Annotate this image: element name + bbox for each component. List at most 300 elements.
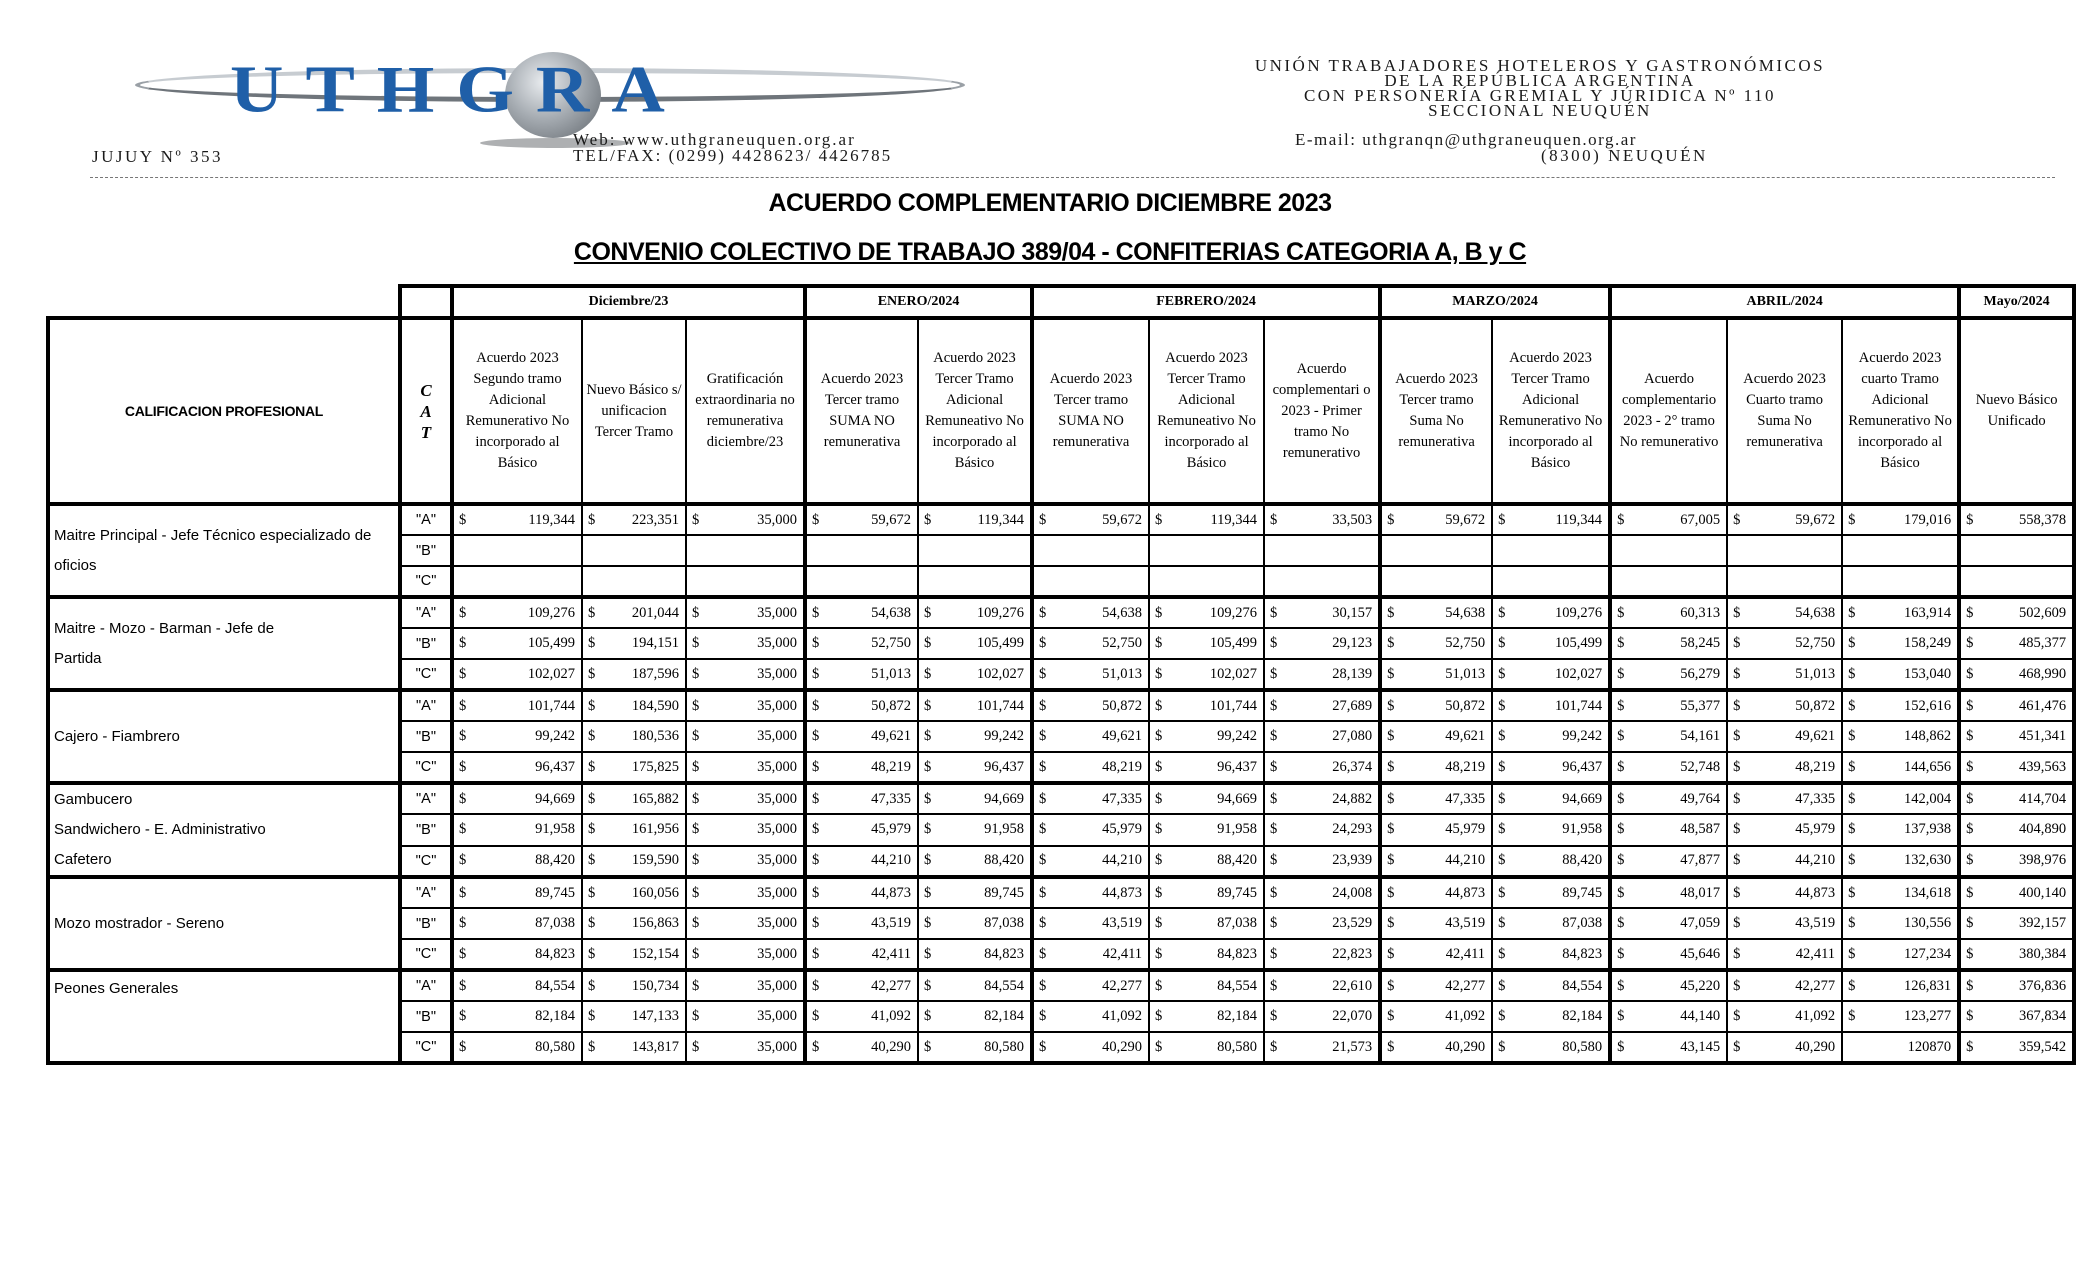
currency-symbol: $ xyxy=(924,1038,932,1055)
currency-symbol: $ xyxy=(1387,915,1395,931)
currency-symbol: $ xyxy=(1498,728,1506,744)
month-header: ENERO/2024 xyxy=(805,286,1032,318)
category-cell: "C" xyxy=(400,659,452,690)
amount-cell xyxy=(1149,690,1264,721)
currency-symbol: $ xyxy=(1155,915,1163,931)
amount-value: 27,080 xyxy=(1332,728,1373,744)
amount-value: 119,344 xyxy=(977,511,1025,528)
amount-cell xyxy=(1380,1032,1492,1063)
amount-cell xyxy=(1149,752,1264,783)
currency-symbol: $ xyxy=(1498,915,1506,931)
amount-cell xyxy=(1264,690,1380,721)
currency-symbol: $ xyxy=(1155,697,1163,714)
amount-cell xyxy=(1264,846,1380,877)
currency-symbol: $ xyxy=(1387,852,1395,869)
amount-value: 89,745 xyxy=(1562,884,1603,901)
currency-symbol: $ xyxy=(1155,1008,1163,1024)
currency-symbol: $ xyxy=(1733,1038,1741,1055)
currency-symbol: $ xyxy=(812,635,820,651)
amount-value: 109,276 xyxy=(1554,604,1603,621)
amount-value: 160,056 xyxy=(631,884,679,901)
amount-cell xyxy=(1842,752,1959,783)
amount-cell xyxy=(1959,846,2074,877)
web-and-phone xyxy=(573,132,892,164)
currency-symbol: $ xyxy=(1966,697,1974,714)
amount-cell xyxy=(1492,628,1610,659)
currency-symbol: $ xyxy=(1155,604,1163,621)
amount-cell xyxy=(1610,814,1727,845)
amount-cell xyxy=(582,939,686,970)
currency-symbol: $ xyxy=(812,604,820,621)
amount-cell xyxy=(1842,1001,1959,1032)
amount-value: 48,587 xyxy=(1680,821,1721,838)
amount-value: 35,000 xyxy=(757,665,798,682)
amount-value: 35,000 xyxy=(757,635,798,651)
currency-symbol: $ xyxy=(588,1008,596,1024)
cat-header-letter: T xyxy=(420,422,432,442)
amount-cell xyxy=(1380,939,1492,970)
amount-cell xyxy=(1842,970,1959,1001)
amount-cell xyxy=(1032,628,1149,659)
amount-cell xyxy=(1380,783,1492,814)
currency-symbol: $ xyxy=(1966,728,1974,744)
amount-cell xyxy=(1380,721,1492,752)
amount-cell xyxy=(686,535,805,566)
amount-cell xyxy=(1264,597,1380,628)
amount-value: 59,672 xyxy=(1445,511,1486,528)
amount-cell xyxy=(1842,939,1959,970)
amount-cell xyxy=(1264,504,1380,535)
currency-symbol: $ xyxy=(1848,790,1856,807)
amount-cell xyxy=(1032,752,1149,783)
currency-symbol: $ xyxy=(1733,697,1741,714)
amount-cell xyxy=(452,597,582,628)
currency-symbol: $ xyxy=(1966,665,1974,682)
currency-symbol: $ xyxy=(692,728,700,744)
amount-value: 35,000 xyxy=(757,821,798,838)
amount-cell xyxy=(686,752,805,783)
amount-value: 49,621 xyxy=(1102,728,1143,744)
amount-cell xyxy=(1610,752,1727,783)
amount-value: 84,823 xyxy=(1217,945,1258,962)
currency-symbol: $ xyxy=(459,1038,467,1055)
amount-cell xyxy=(1492,783,1610,814)
amount-value: 49,764 xyxy=(1680,790,1721,807)
currency-symbol: $ xyxy=(1498,604,1506,621)
currency-symbol: $ xyxy=(1617,1038,1625,1055)
amount-cell xyxy=(1842,814,1959,845)
amount-cell xyxy=(582,659,686,690)
amount-cell xyxy=(1264,535,1380,566)
amount-cell xyxy=(1380,1001,1492,1032)
amount-cell xyxy=(1380,752,1492,783)
currency-symbol: $ xyxy=(692,665,700,682)
month-header: FEBRERO/2024 xyxy=(1032,286,1380,318)
blank-corner xyxy=(48,286,400,318)
amount-value: 48,219 xyxy=(1445,758,1486,775)
amount-value: 58,245 xyxy=(1680,635,1721,651)
currency-symbol: $ xyxy=(1498,945,1506,962)
amount-cell xyxy=(1032,566,1149,597)
month-header-row xyxy=(48,286,2074,318)
currency-symbol: $ xyxy=(1039,728,1047,744)
category-cell: "A" xyxy=(400,970,452,1001)
amount-value: 48,017 xyxy=(1680,884,1721,901)
amount-cell xyxy=(805,566,918,597)
amount-value: 376,836 xyxy=(2018,977,2067,994)
amount-cell xyxy=(805,721,918,752)
amount-cell xyxy=(1727,628,1842,659)
amount-cell xyxy=(1380,535,1492,566)
amount-value: 468,990 xyxy=(2018,665,2067,682)
amount-cell xyxy=(1149,1032,1264,1063)
amount-value: 150,734 xyxy=(631,977,679,994)
currency-symbol: $ xyxy=(1498,665,1506,682)
currency-symbol: $ xyxy=(924,977,932,994)
amount-cell xyxy=(1032,814,1149,845)
amount-cell xyxy=(686,504,805,535)
currency-symbol: $ xyxy=(459,821,467,838)
amount-value: 201,044 xyxy=(631,604,679,621)
amount-cell xyxy=(1264,970,1380,1001)
amount-value: 55,377 xyxy=(1680,697,1721,714)
amount-value: 35,000 xyxy=(757,790,798,807)
amount-cell xyxy=(918,939,1032,970)
logo-text: UTHGRA xyxy=(230,53,687,127)
currency-symbol: $ xyxy=(692,821,700,838)
amount-value: 47,335 xyxy=(871,790,912,807)
currency-symbol: $ xyxy=(1387,977,1395,994)
column-header: Gratificación extraordinaria no remunerativa diciembre/23 xyxy=(686,318,805,504)
currency-symbol: $ xyxy=(1966,852,1974,869)
amount-value: 22,070 xyxy=(1332,1008,1373,1024)
amount-cell xyxy=(686,846,805,877)
amount-cell xyxy=(686,939,805,970)
amount-cell xyxy=(805,783,918,814)
amount-cell xyxy=(1032,690,1149,721)
amount-cell xyxy=(918,970,1032,1001)
amount-cell xyxy=(686,783,805,814)
amount-value: 109,276 xyxy=(976,604,1025,621)
amount-cell xyxy=(1727,752,1842,783)
amount-cell xyxy=(452,783,582,814)
currency-symbol: $ xyxy=(1039,884,1047,901)
currency-symbol: $ xyxy=(459,728,467,744)
amount-cell xyxy=(805,752,918,783)
currency-symbol: $ xyxy=(1155,635,1163,651)
amount-cell xyxy=(1842,597,1959,628)
currency-symbol: $ xyxy=(924,697,932,714)
amount-value: 180,536 xyxy=(631,728,679,744)
currency-symbol: $ xyxy=(1155,977,1163,994)
amount-value: 47,059 xyxy=(1680,915,1721,931)
amount-cell xyxy=(1610,939,1727,970)
amount-cell xyxy=(1492,970,1610,1001)
amount-cell xyxy=(1610,908,1727,939)
category-cell: "B" xyxy=(400,628,452,659)
category-cell: "A" xyxy=(400,783,452,814)
amount-value: 94,669 xyxy=(1217,790,1258,807)
amount-value: 44,210 xyxy=(871,852,912,869)
amount-value: 35,000 xyxy=(757,1008,798,1024)
currency-symbol: $ xyxy=(1733,884,1741,901)
amount-cell xyxy=(805,908,918,939)
amount-value: 21,573 xyxy=(1332,1038,1373,1055)
amount-cell xyxy=(1959,690,2074,721)
job-title-cell xyxy=(48,690,400,783)
column-header: Acuerdo complementario 2023 - 2° tramo No remunerativo xyxy=(1610,318,1727,504)
amount-cell xyxy=(918,908,1032,939)
cat-header xyxy=(400,318,452,504)
amount-value: 54,638 xyxy=(1102,604,1143,621)
amount-cell xyxy=(452,566,582,597)
currency-symbol: $ xyxy=(692,1038,700,1055)
amount-value: 35,000 xyxy=(757,728,798,744)
column-header: Acuerdo 2023 Segundo tramo Adicional Remunerativo No incorporado al Básico xyxy=(452,318,582,504)
currency-symbol: $ xyxy=(1270,1038,1278,1055)
currency-symbol: $ xyxy=(1387,821,1395,838)
currency-symbol: $ xyxy=(459,915,467,931)
currency-symbol: $ xyxy=(812,852,820,869)
amount-value: 88,420 xyxy=(1562,852,1603,869)
amount-cell xyxy=(918,535,1032,566)
category-cell: "B" xyxy=(400,1001,452,1032)
amount-cell xyxy=(1264,814,1380,845)
amount-value: 451,341 xyxy=(2018,728,2067,744)
amount-value: 414,704 xyxy=(2018,790,2067,807)
currency-symbol: $ xyxy=(1039,511,1047,528)
amount-cell xyxy=(805,814,918,845)
org-line: DE LA REPÚBLICA ARGENTINA xyxy=(1384,71,1696,90)
amount-cell xyxy=(1727,597,1842,628)
amount-value: 60,313 xyxy=(1680,604,1721,621)
amount-cell xyxy=(686,908,805,939)
currency-symbol: $ xyxy=(459,945,467,962)
currency-symbol: $ xyxy=(1270,758,1278,775)
amount-value: 130,556 xyxy=(1903,915,1952,931)
amount-cell xyxy=(1959,939,2074,970)
currency-symbol: $ xyxy=(1039,758,1047,775)
amount-value: 96,437 xyxy=(535,758,575,775)
amount-value: 179,016 xyxy=(1903,511,1952,528)
amount-value: 80,580 xyxy=(1562,1038,1603,1055)
amount-cell xyxy=(452,970,582,1001)
amount-cell xyxy=(1380,659,1492,690)
currency-symbol: $ xyxy=(1387,604,1395,621)
currency-symbol: $ xyxy=(1966,1008,1974,1024)
amount-value: 33,503 xyxy=(1332,511,1373,528)
currency-symbol: $ xyxy=(1039,665,1047,682)
currency-symbol: $ xyxy=(588,852,596,869)
currency-symbol: $ xyxy=(812,821,820,838)
currency-symbol: $ xyxy=(1270,852,1278,869)
amount-cell xyxy=(918,566,1032,597)
currency-symbol: $ xyxy=(1387,884,1395,901)
amount-cell xyxy=(1492,597,1610,628)
amount-value: 94,669 xyxy=(984,790,1025,807)
column-header: Nuevo Básico Unificado xyxy=(1959,318,2074,504)
currency-symbol: $ xyxy=(588,604,596,621)
web-link[interactable]: Web: www.uthgraneuquen.org.ar xyxy=(573,130,856,149)
amount-value: 94,669 xyxy=(1562,790,1603,807)
amount-value: 99,242 xyxy=(984,728,1025,744)
amount-value: 88,420 xyxy=(535,852,575,869)
currency-symbol: $ xyxy=(812,511,820,528)
amount-value: 187,596 xyxy=(631,665,679,682)
amount-cell xyxy=(805,846,918,877)
amount-cell xyxy=(1610,504,1727,535)
amount-value: 42,277 xyxy=(871,977,912,994)
amount-value: 367,834 xyxy=(2018,1008,2067,1024)
amount-cell xyxy=(452,659,582,690)
amount-value: 94,669 xyxy=(535,790,575,807)
currency-symbol: $ xyxy=(1498,852,1506,869)
amount-cell xyxy=(452,628,582,659)
letterhead xyxy=(0,0,2100,185)
job-title: Mozo mostrador - Sereno xyxy=(54,914,225,932)
amount-value: 82,184 xyxy=(984,1008,1025,1024)
amount-cell xyxy=(1492,1001,1610,1032)
job-title: Peones Generales xyxy=(54,980,179,997)
currency-symbol: $ xyxy=(1966,821,1974,838)
amount-value: 43,519 xyxy=(1102,915,1143,931)
amount-cell xyxy=(1959,535,2074,566)
currency-symbol: $ xyxy=(1848,977,1856,994)
amount-value: 35,000 xyxy=(757,511,798,528)
amount-value: 29,123 xyxy=(1332,635,1373,651)
currency-symbol: $ xyxy=(1155,665,1163,682)
amount-cell xyxy=(918,504,1032,535)
amount-cell xyxy=(1032,783,1149,814)
amount-value: 50,872 xyxy=(871,697,912,714)
amount-value: 184,590 xyxy=(631,697,679,714)
amount-value: 35,000 xyxy=(757,852,798,869)
amount-value: 89,745 xyxy=(535,884,575,901)
amount-value: 89,745 xyxy=(1217,884,1258,901)
subtitle-text: CONVENIO COLECTIVO DE TRABAJO 389/04 - CONFITERIAS CATEGORIA A, B y C xyxy=(573,238,1527,266)
amount-cell xyxy=(1380,908,1492,939)
amount-value: 35,000 xyxy=(757,1038,798,1055)
amount-cell xyxy=(1727,970,1842,1001)
currency-symbol: $ xyxy=(1848,635,1856,651)
amount-cell xyxy=(686,566,805,597)
table-row xyxy=(48,597,2074,628)
amount-value: 461,476 xyxy=(2018,697,2067,714)
amount-value: 35,000 xyxy=(757,758,798,775)
column-header: Acuerdo 2023 Tercer Tramo Adicional Remuneativo No incorporado al Básico xyxy=(1149,318,1264,504)
currency-symbol: $ xyxy=(1848,852,1856,869)
currency-symbol: $ xyxy=(924,852,932,869)
amount-cell xyxy=(1149,721,1264,752)
amount-value: 43,519 xyxy=(1795,915,1836,931)
currency-symbol: $ xyxy=(588,915,596,931)
amount-value: 51,013 xyxy=(1102,665,1143,682)
currency-symbol: $ xyxy=(588,511,596,528)
email-link[interactable]: E-mail: uthgranqn@uthgraneuquen.org.ar xyxy=(1295,130,1637,149)
amount-cell xyxy=(582,814,686,845)
amount-cell xyxy=(1492,690,1610,721)
amount-value: 126,831 xyxy=(1903,977,1952,994)
amount-cell xyxy=(1492,752,1610,783)
category-cell: "C" xyxy=(400,939,452,970)
amount-cell xyxy=(1149,535,1264,566)
amount-value: 127,234 xyxy=(1903,945,1952,962)
amount-value: 91,958 xyxy=(1562,821,1603,838)
amount-value: 398,976 xyxy=(2018,852,2067,869)
amount-cell xyxy=(582,628,686,659)
amount-cell xyxy=(1149,566,1264,597)
currency-symbol: $ xyxy=(1733,604,1741,621)
amount-value: 165,882 xyxy=(631,790,679,807)
job-title: Maitre - Mozo - Barman - Jefe de xyxy=(54,619,275,637)
currency-symbol: $ xyxy=(812,665,820,682)
email-and-postal xyxy=(1295,132,1708,164)
amount-cell xyxy=(1032,939,1149,970)
amount-cell xyxy=(582,752,686,783)
currency-symbol: $ xyxy=(588,728,596,744)
amount-cell xyxy=(1264,628,1380,659)
amount-cell xyxy=(582,690,686,721)
currency-symbol: $ xyxy=(692,915,700,931)
table-row xyxy=(48,504,2074,535)
amount-cell xyxy=(805,970,918,1001)
currency-symbol: $ xyxy=(1498,977,1506,994)
amount-cell xyxy=(1032,908,1149,939)
amount-value: 42,411 xyxy=(1795,945,1836,962)
currency-symbol: $ xyxy=(692,697,700,714)
category-cell: "C" xyxy=(400,1032,452,1063)
amount-cell xyxy=(1727,566,1842,597)
amount-cell xyxy=(1264,566,1380,597)
column-header: Acuerdo 2023 Tercer Tramo Adicional Remuneativo No incorporado al Básico xyxy=(918,318,1032,504)
table-row xyxy=(48,970,2074,1001)
amount-value: 45,646 xyxy=(1680,945,1721,962)
amount-cell xyxy=(805,877,918,908)
amount-cell xyxy=(452,1032,582,1063)
currency-symbol: $ xyxy=(692,758,700,775)
currency-symbol: $ xyxy=(1617,1008,1625,1024)
amount-value: 30,157 xyxy=(1332,604,1373,621)
amount-cell xyxy=(918,877,1032,908)
currency-symbol: $ xyxy=(1966,884,1974,901)
amount-value: 156,863 xyxy=(631,915,679,931)
amount-cell xyxy=(686,597,805,628)
org-line: SECCIONAL NEUQUÉN xyxy=(1428,101,1652,120)
amount-cell xyxy=(1959,659,2074,690)
currency-symbol: $ xyxy=(1733,915,1741,931)
amount-cell xyxy=(1610,597,1727,628)
amount-value: 48,219 xyxy=(1102,758,1143,775)
amount-cell xyxy=(1149,908,1264,939)
currency-symbol: $ xyxy=(1498,758,1506,775)
job-title: Cafetero xyxy=(54,851,112,868)
amount-value: 84,554 xyxy=(535,977,575,994)
amount-cell xyxy=(582,877,686,908)
amount-cell xyxy=(1959,783,2074,814)
currency-symbol: $ xyxy=(1498,884,1506,901)
currency-symbol: $ xyxy=(1848,821,1856,838)
amount-cell xyxy=(1032,846,1149,877)
amount-cell xyxy=(1492,566,1610,597)
amount-cell xyxy=(452,908,582,939)
amount-cell xyxy=(582,597,686,628)
amount-value: 47,877 xyxy=(1680,852,1721,869)
currency-symbol: $ xyxy=(1498,821,1506,838)
amount-value: 35,000 xyxy=(757,915,798,931)
amount-cell xyxy=(686,1001,805,1032)
amount-value: 80,580 xyxy=(1217,1038,1258,1055)
currency-symbol: $ xyxy=(1039,635,1047,651)
